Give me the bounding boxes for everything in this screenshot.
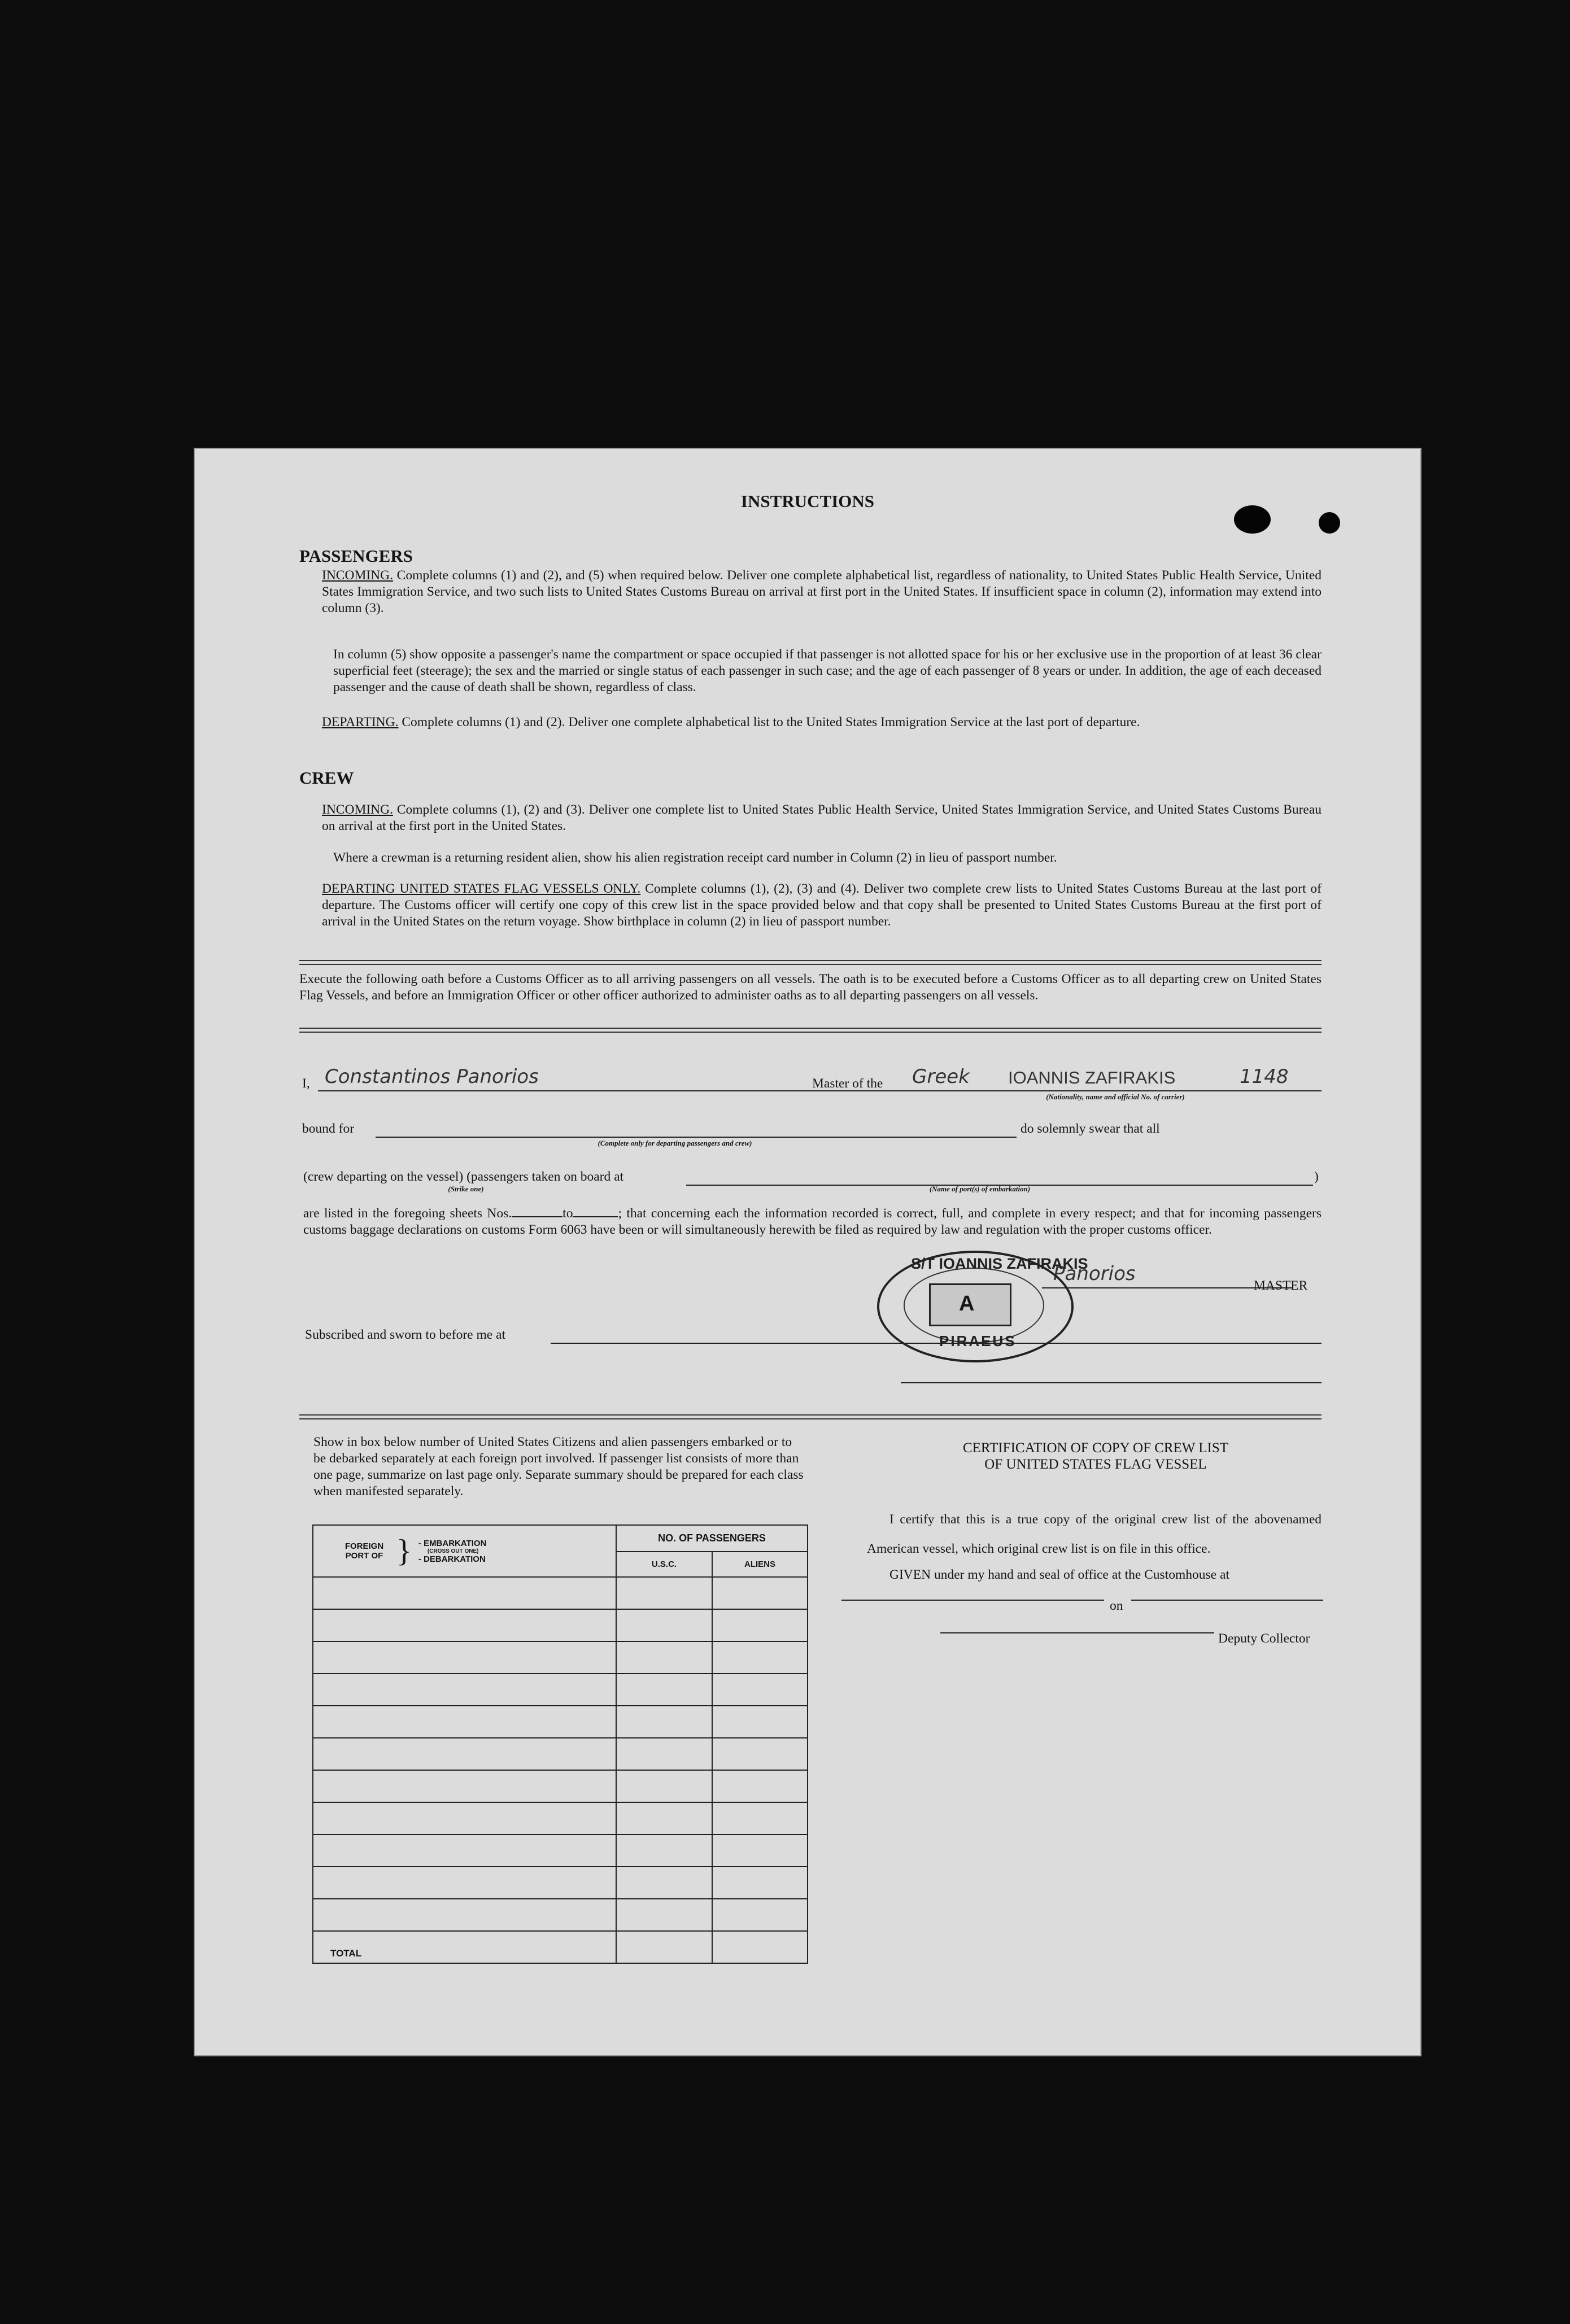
- customhouse-line: [841, 1584, 1104, 1601]
- table-row: [313, 1674, 808, 1706]
- vessel-name-stamp: IOANNIS ZAFIRAKIS: [1008, 1068, 1176, 1087]
- subscribed-line: [551, 1327, 1322, 1344]
- certification-text: I certify that this is a true copy of the original crew list of the abovenamed American vessel, which original crew list is on file in this office.: [867, 1512, 1322, 1556]
- listed-prefix: are listed in the foregoing sheets Nos.: [303, 1206, 512, 1221]
- bound-for-line: [376, 1121, 1017, 1138]
- debarkation-label: - DEBARKATION: [418, 1554, 486, 1564]
- to-label: to: [562, 1206, 573, 1221]
- table-row: [313, 1738, 808, 1770]
- subscribed-label: Subscribed and sworn to before me at: [305, 1327, 506, 1342]
- passengers-departing: [322, 714, 1322, 731]
- total-row: [313, 1931, 808, 1963]
- passengers-column5: In column (5) show opposite a passenger's name the compartment or space occupied if that passenger is not allotted space for his or her exclusive use in the proportion of at least 36 clear superficial feet (steerage); the sex and the married or single status of each passenger in such case; and the age of each passenger of 8 years or under. In addition, the age of each deceased passenger and the cause of death shall be shown, regardless of class.: [333, 647, 1322, 694]
- bound-for-label: bound for: [302, 1121, 355, 1136]
- passengers-incoming: [322, 567, 1322, 617]
- divider: [299, 960, 1322, 965]
- passengers-incoming-text: Complete columns (1) and (2), and (5) when required below. Deliver one complete alphabetical list, regardless of nationality, to United States Public Health Service, United States Immigration Service, and two such lists to United States Customs Bureau on arrival at first port in the United States. If insufficient space in column (2), information may extend into column (3).: [322, 568, 1322, 615]
- master-name: Constantinos Panorios: [325, 1065, 539, 1088]
- passengers-departing-text: Complete columns (1) and (2). Deliver one complete alphabetical list to the United States Immigration Service at the last port of departure.: [402, 715, 1140, 729]
- certification-title-line2: OF UNITED STATES FLAG VESSEL: [984, 1457, 1207, 1472]
- port-caption: (Name of port(s) of embarkation): [929, 1185, 1031, 1193]
- crew-resident: Where a crewman is a returning resident alien, show his alien registration receipt card number in Column (2) in lieu of passport number.: [333, 850, 1057, 865]
- embarkation-label: - EMBARKATION: [418, 1538, 487, 1548]
- sheet-from-blank: [512, 1216, 562, 1217]
- table-row: [313, 1867, 808, 1899]
- table-row: [313, 1770, 808, 1802]
- master-signature: Panorios: [1053, 1263, 1136, 1285]
- table-row: [313, 1609, 808, 1641]
- passenger-summary-table: [312, 1524, 808, 1964]
- page-title: INSTRUCTIONS: [740, 491, 874, 511]
- listed-suffix: ; that concerning each the information recorded is correct, full, and complete in every respect; and that for incoming passengers customs baggage declarations on customs Form 6063 have been or will simultaneously herewith be filed as required by law and regulation with the proper customs officer.: [303, 1206, 1322, 1237]
- close-paren: ): [1314, 1169, 1319, 1184]
- table-row: [313, 1641, 808, 1674]
- certification-title-line1: CERTIFICATION OF COPY OF CREW LIST: [962, 1440, 1229, 1456]
- vessel-line: [906, 1064, 1322, 1091]
- oath-i-label: I,: [302, 1076, 310, 1091]
- aliens-header: ALIENS: [744, 1559, 775, 1569]
- vessel-nationality: Greek: [912, 1065, 970, 1088]
- divider: [299, 1028, 1322, 1033]
- passengers-incoming-label: INCOMING.: [322, 568, 393, 583]
- given-text: GIVEN under my hand and seal of office at the Customhouse at: [889, 1567, 1229, 1582]
- sheet-to-blank: [573, 1216, 618, 1217]
- nationality-caption: (Nationality, name and official No. of carrier): [1046, 1093, 1185, 1101]
- table-row: [313, 1577, 808, 1609]
- crew-departing-text: Complete columns (1), (2), (3) and (4). Deliver two complete crew lists to United States Customs Bureau at the last port of departure. The Customs officer will certify one copy of this crew list in the space provided below and that copy shall be presented to United States Customs Bureau at the first port of arrival in the United States on the return voyage. Show birthplace in column (2) in lieu of passport number.: [322, 881, 1322, 929]
- table-row: [313, 1899, 808, 1931]
- oath-intro: Execute the following oath before a Customs Officer as to all arriving passengers on all vessels. The oath is to be executed before a Customs Officer as to all departing crew on United States Flag Vessels, and before an Immigration Officer or other officer authorized to administer oaths as to all departing passengers on all vessels.: [299, 972, 1322, 1003]
- official-number: 1148: [1240, 1065, 1289, 1088]
- crew-departing-label: DEPARTING UNITED STATES FLAG VESSELS ONLY.: [322, 881, 641, 896]
- listed-paragraph: [303, 1205, 1322, 1238]
- deputy-collector-label: Deputy Collector: [1218, 1631, 1310, 1646]
- port-header: FOREIGN PORT OF: [344, 1541, 384, 1561]
- passengers-departing-label: DEPARTING.: [322, 715, 399, 729]
- seal-top-text: S/T IOANNIS ZAFIRAKIS: [911, 1255, 1088, 1272]
- passengers-header-cell: [616, 1525, 808, 1577]
- seal-flag-icon: A: [929, 1283, 1011, 1326]
- swear-text: do solemnly swear that all: [1021, 1121, 1160, 1136]
- crew-departing: [322, 881, 1322, 930]
- cross-out-note: (CROSS OUT ONE): [427, 1548, 479, 1554]
- usc-header: U.S.C.: [617, 1552, 713, 1576]
- divider: [299, 1414, 1322, 1419]
- table-row: [313, 1706, 808, 1738]
- strike-caption: (Strike one): [448, 1185, 484, 1193]
- port-header-cell: [313, 1525, 616, 1577]
- table-row: [313, 1802, 808, 1834]
- total-label: TOTAL: [330, 1948, 362, 1959]
- summary-intro: Show in box below number of United States Citizens and alien passengers embarked or to be debarked separately at each foreign port involved. If passenger list consists of more than one page, summarize on last page only. Separate summary should be prepared for each class when manifested separately.: [313, 1435, 804, 1499]
- document-page: [195, 449, 1420, 2055]
- bound-caption: (Complete only for departing passengers and crew): [598, 1139, 752, 1147]
- crew-incoming-label: INCOMING.: [322, 802, 393, 817]
- date-line: [1131, 1584, 1323, 1601]
- officer-line: [901, 1366, 1322, 1383]
- passengers-heading: PASSENGERS: [299, 546, 413, 566]
- port-line: [686, 1169, 1313, 1186]
- table-row: [313, 1834, 808, 1867]
- certification-title: [864, 1440, 1327, 1473]
- passengers-header: NO. OF PASSENGERS: [617, 1526, 807, 1552]
- master-label: MASTER: [1254, 1278, 1308, 1293]
- crew-choice: (crew departing on the vessel) (passengers taken on board at: [303, 1169, 624, 1184]
- ink-dot: [1319, 512, 1340, 534]
- crew-incoming: [322, 802, 1322, 835]
- master-of-label: Master of the: [812, 1076, 883, 1091]
- on-label: on: [1110, 1598, 1123, 1613]
- brace: }: [396, 1534, 412, 1569]
- deputy-signature-line: [940, 1617, 1214, 1633]
- crew-incoming-text: Complete columns (1), (2) and (3). Deliver one complete list to United States Public Health Service, United States Immigration Service, and United States Customs Bureau on arrival at the first port in the United States.: [322, 802, 1322, 833]
- crew-heading: CREW: [299, 768, 354, 788]
- seal-bottom-text: PIRAEUS: [939, 1333, 1017, 1349]
